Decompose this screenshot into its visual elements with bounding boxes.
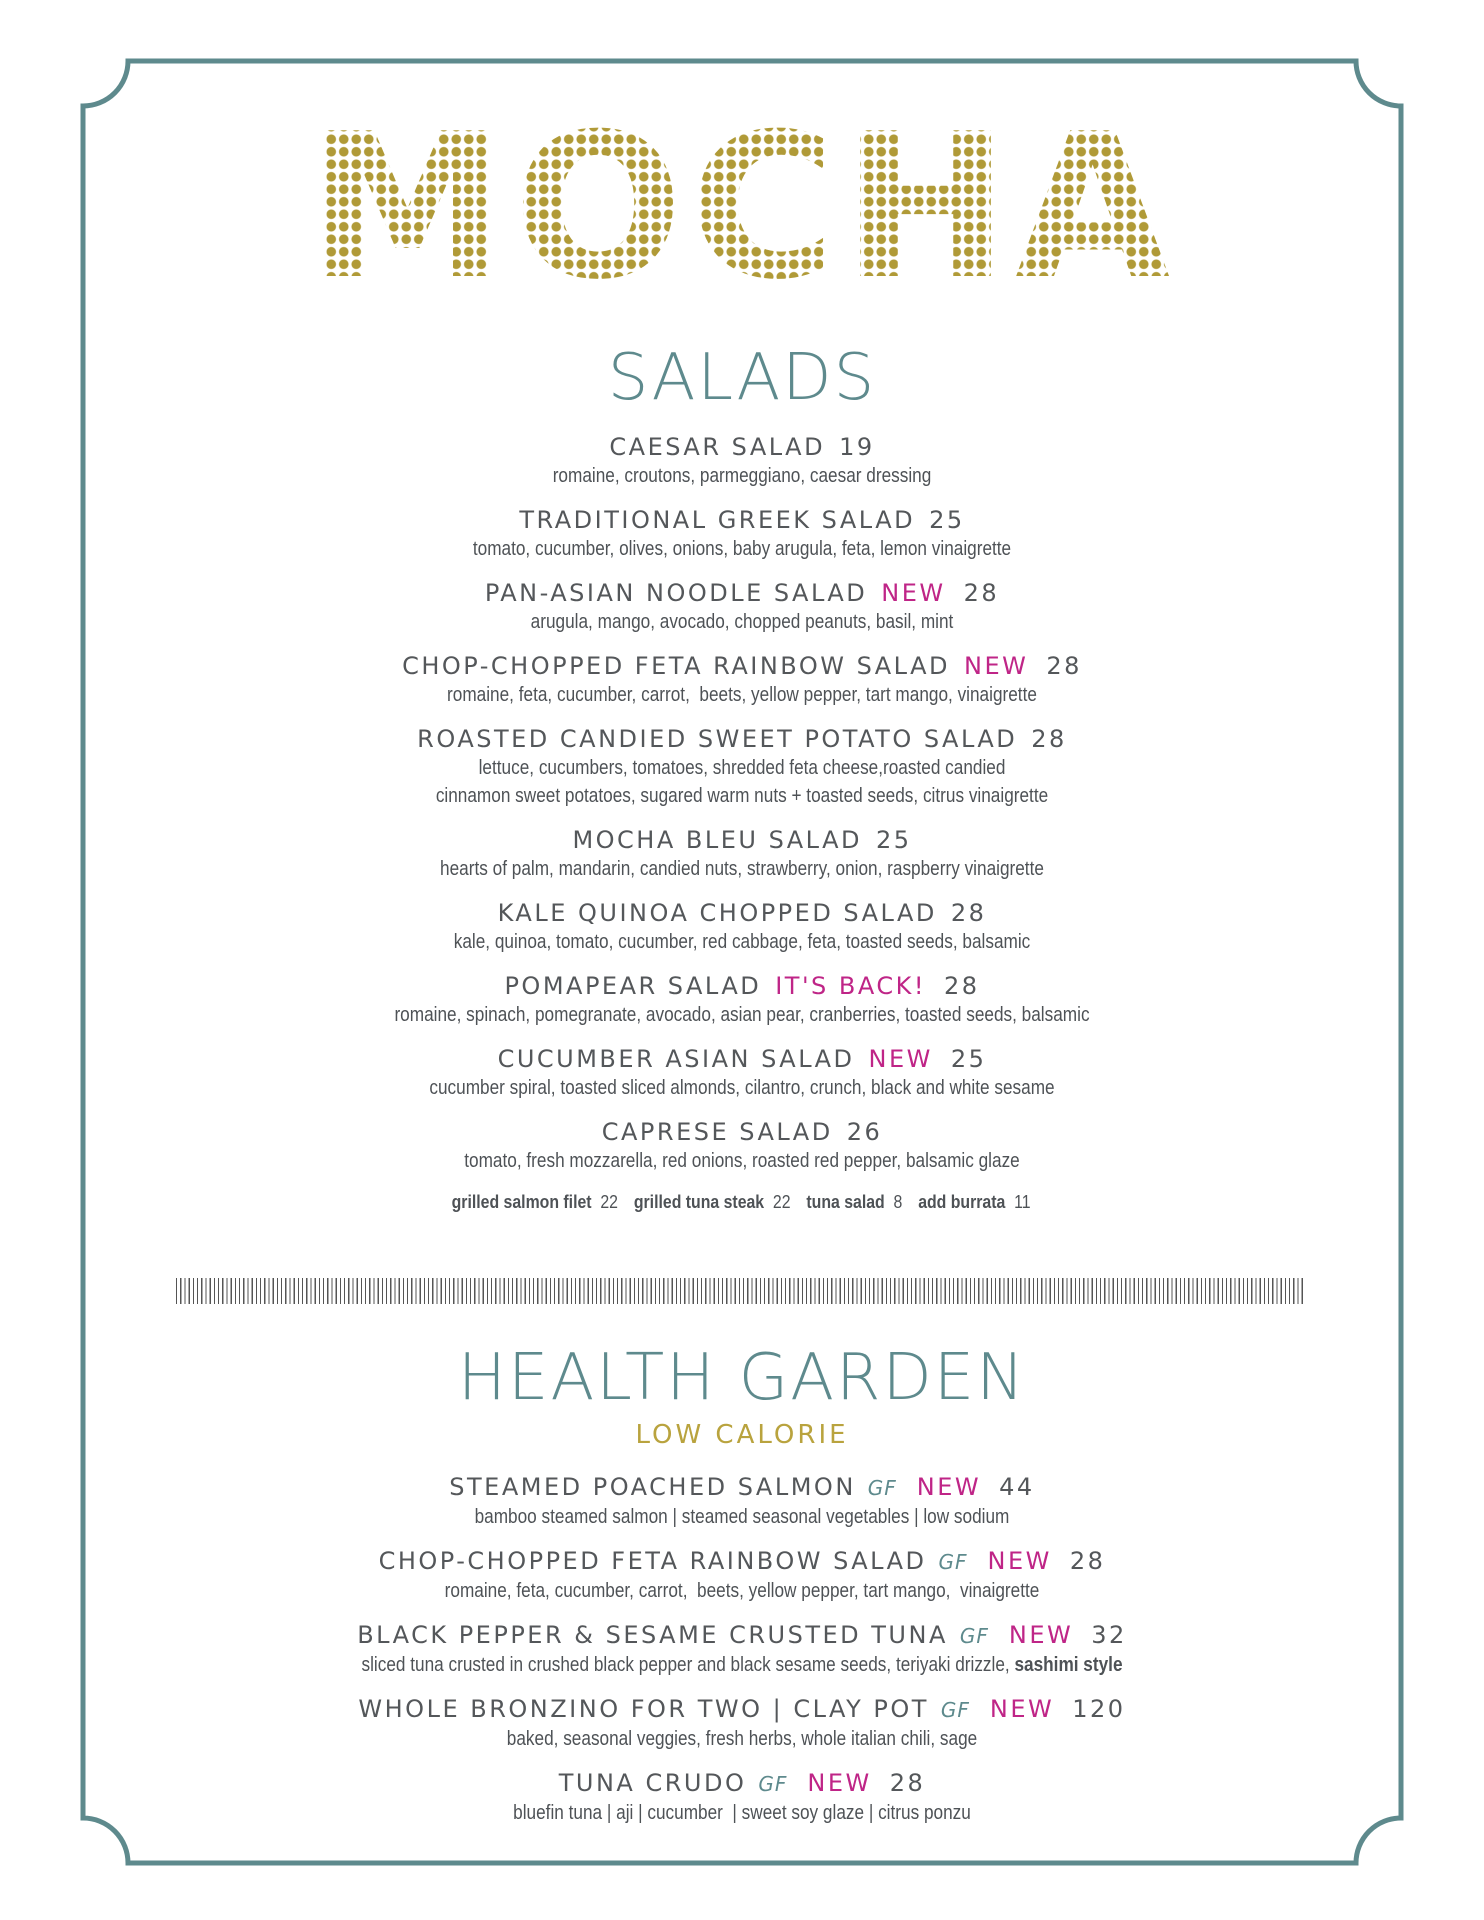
menu-item-description: romaine, spinach, pomegranate, avocado, asian pear, cranberries, toasted seeds, balsamic <box>394 1004 1090 1026</box>
menu-item-description: romaine, croutons, parmeggiano, caesar dressing <box>552 465 932 487</box>
menu-item-price: 28 <box>950 899 987 927</box>
menu-item-name: ROASTED CANDIED SWEET POTATO SALAD <box>417 725 1018 753</box>
menu-item-description-bold: sashimi style <box>1014 1654 1123 1676</box>
menu-item-heading <box>0 825 1484 855</box>
menu-item <box>0 825 1484 883</box>
gluten-free-badge: GF <box>940 1698 970 1722</box>
menu-item-price: 25 <box>929 506 965 534</box>
menu-item <box>0 724 1484 810</box>
menu-item-price: 26 <box>846 1118 883 1146</box>
menu-item-description: tomato, fresh mozzarella, red onions, roasted red pepper, balsamic glaze <box>464 1150 1020 1172</box>
menu-item-name: POMAPEAR SALAD <box>504 972 762 1000</box>
menu-item-description: romaine, feta, cucumber, carrot, beets, yellow pepper, tart mango, vinaigrette <box>447 684 1037 706</box>
menu-item <box>0 1117 1484 1175</box>
menu-item-tag: NEW <box>989 1695 1055 1723</box>
salads-title: SALADS <box>607 341 877 415</box>
menu-item-name: STEAMED POACHED SALMON <box>449 1473 856 1501</box>
menu-item-price: 44 <box>999 1473 1035 1501</box>
menu-item-tag: NEW <box>807 1769 872 1797</box>
menu-item <box>0 1768 1484 1827</box>
menu-item-price: 120 <box>1072 1695 1126 1723</box>
menu-item-description: bamboo steamed salmon | steamed seasonal vegetables | low sodium <box>474 1506 1010 1528</box>
gluten-free-badge: GF <box>959 1624 989 1648</box>
menu-item-heading <box>0 724 1484 754</box>
menu-item-description: baked, seasonal veggies, fresh herbs, whole italian chili, sage <box>506 1728 978 1750</box>
menu-item-description: lettuce, cucumbers, tomatoes, shredded feta cheese,roasted candied <box>478 757 1006 779</box>
menu-item <box>0 1694 1484 1753</box>
salads-list <box>0 432 1484 1190</box>
menu-item-heading <box>0 1694 1484 1725</box>
menu-item-price: 28 <box>1069 1547 1106 1575</box>
menu-item-tag: NEW <box>868 1045 933 1073</box>
menu-item-name: KALE QUINOA CHOPPED SALAD <box>497 899 937 927</box>
menu-item-description: arugula, mango, avocado, chopped peanuts, basil, mint <box>530 611 954 633</box>
health-garden-list <box>0 1472 1484 1842</box>
menu-item-heading <box>0 1546 1484 1577</box>
menu-item <box>0 1620 1484 1679</box>
addon-price: 11 <box>1005 1192 1040 1212</box>
menu-item-heading <box>0 578 1484 608</box>
menu-item <box>0 1044 1484 1102</box>
menu-item-description: tomato, cucumber, olives, onions, baby arugula, feta, lemon vinaigrette <box>472 538 1012 560</box>
section-divider <box>176 1278 1306 1304</box>
menu-item-price: 25 <box>950 1045 987 1073</box>
menu-item-description: kale, quinoa, tomato, cucumber, red cabbage, feta, toasted seeds, balsamic <box>453 931 1031 953</box>
menu-item-price: 25 <box>876 826 912 854</box>
addon-name: grilled tuna steak <box>633 1192 765 1212</box>
menu-item-heading <box>0 898 1484 928</box>
menu-item-name: CHOP-CHOPPED FETA RAINBOW SALAD <box>402 652 950 680</box>
menu-item-price: 32 <box>1091 1621 1127 1649</box>
menu-item-tag: IT'S BACK! <box>775 972 926 1000</box>
menu-item <box>0 898 1484 956</box>
menu-item <box>0 432 1484 490</box>
menu-item-heading <box>0 432 1484 462</box>
gluten-free-badge: GF <box>758 1772 788 1796</box>
menu-item-name: MOCHA BLEU SALAD <box>572 826 862 854</box>
menu-item-description: hearts of palm, mandarin, candied nuts, strawberry, onion, raspberry vinaigrette <box>440 858 1044 880</box>
salad-addons <box>89 1192 1395 1213</box>
mocha-logo: MOCHA <box>0 108 1484 308</box>
menu-item <box>0 505 1484 563</box>
menu-item-description: sliced tuna crusted in crushed black pepper and black sesame seeds, teriyaki drizzle, sashimi style <box>361 1654 1123 1676</box>
menu-item <box>0 971 1484 1029</box>
addon-price: 8 <box>884 1192 912 1212</box>
addon-name: tuna salad <box>806 1192 885 1212</box>
menu-item-heading <box>0 1768 1484 1799</box>
menu-item-tag: NEW <box>1008 1621 1074 1649</box>
addon-name: add burrata <box>918 1192 1006 1212</box>
menu-item-name: CUCUMBER ASIAN SALAD <box>497 1045 855 1073</box>
menu-item-name: CAESAR SALAD <box>609 433 826 461</box>
menu-item-name: TRADITIONAL GREEK SALAD <box>519 506 916 534</box>
menu-item-tag: NEW <box>916 1473 982 1501</box>
menu-item-price: 28 <box>1046 652 1082 680</box>
gluten-free-badge: GF <box>938 1550 968 1574</box>
menu-item-price: 28 <box>963 579 1000 607</box>
menu-item-heading <box>0 971 1484 1001</box>
menu-item-heading <box>0 1044 1484 1074</box>
addon-name: grilled salmon filet <box>451 1192 592 1212</box>
menu-item-tag: NEW <box>963 652 1029 680</box>
menu-item-price: 28 <box>944 972 980 1000</box>
menu-item-price: 28 <box>889 1769 926 1797</box>
health-garden-subtitle: LOW CALORIE <box>635 1420 849 1450</box>
addon-price: 22 <box>764 1192 800 1212</box>
menu-item-tag: NEW <box>881 579 946 607</box>
menu-item-heading <box>0 1472 1484 1503</box>
menu-item-description: cucumber spiral, toasted sliced almonds, cilantro, crunch, black and white sesame <box>429 1077 1055 1099</box>
menu-item-name: TUNA CRUDO <box>558 1769 747 1797</box>
menu-item-tag: NEW <box>987 1547 1052 1575</box>
menu-item-name: CHOP-CHOPPED FETA RAINBOW SALAD <box>378 1547 927 1575</box>
menu-item <box>0 1472 1484 1531</box>
menu-item-description: bluefin tuna | aji | cucumber | sweet soy glaze | citrus ponzu <box>513 1802 971 1824</box>
menu-item-name: CAPRESE SALAD <box>601 1118 833 1146</box>
menu-item-heading <box>0 1620 1484 1651</box>
menu-item-price: 28 <box>1031 725 1067 753</box>
menu-item-name: WHOLE BRONZINO FOR TWO | CLAY POT <box>358 1695 929 1723</box>
menu-item-heading <box>0 1117 1484 1147</box>
gluten-free-badge: GF <box>867 1476 897 1500</box>
menu-item <box>0 578 1484 636</box>
menu-item <box>0 651 1484 709</box>
menu-item-description: romaine, feta, cucumber, carrot, beets, yellow pepper, tart mango, vinaigrette <box>444 1580 1040 1602</box>
menu-item-heading <box>0 651 1484 681</box>
addon-price: 22 <box>591 1192 627 1212</box>
menu-item-description-line2: cinnamon sweet potatoes, sugared warm nuts + toasted seeds, citrus vinaigrette <box>435 785 1049 807</box>
menu-item-name: BLACK PEPPER & SESAME CRUSTED TUNA <box>357 1621 948 1649</box>
health-garden-title: HEALTH GARDEN <box>457 1341 1027 1415</box>
menu-item-heading <box>0 505 1484 535</box>
menu-item-name: PAN-ASIAN NOODLE SALAD <box>484 579 868 607</box>
menu-item-price: 19 <box>839 433 875 461</box>
menu-item <box>0 1546 1484 1605</box>
